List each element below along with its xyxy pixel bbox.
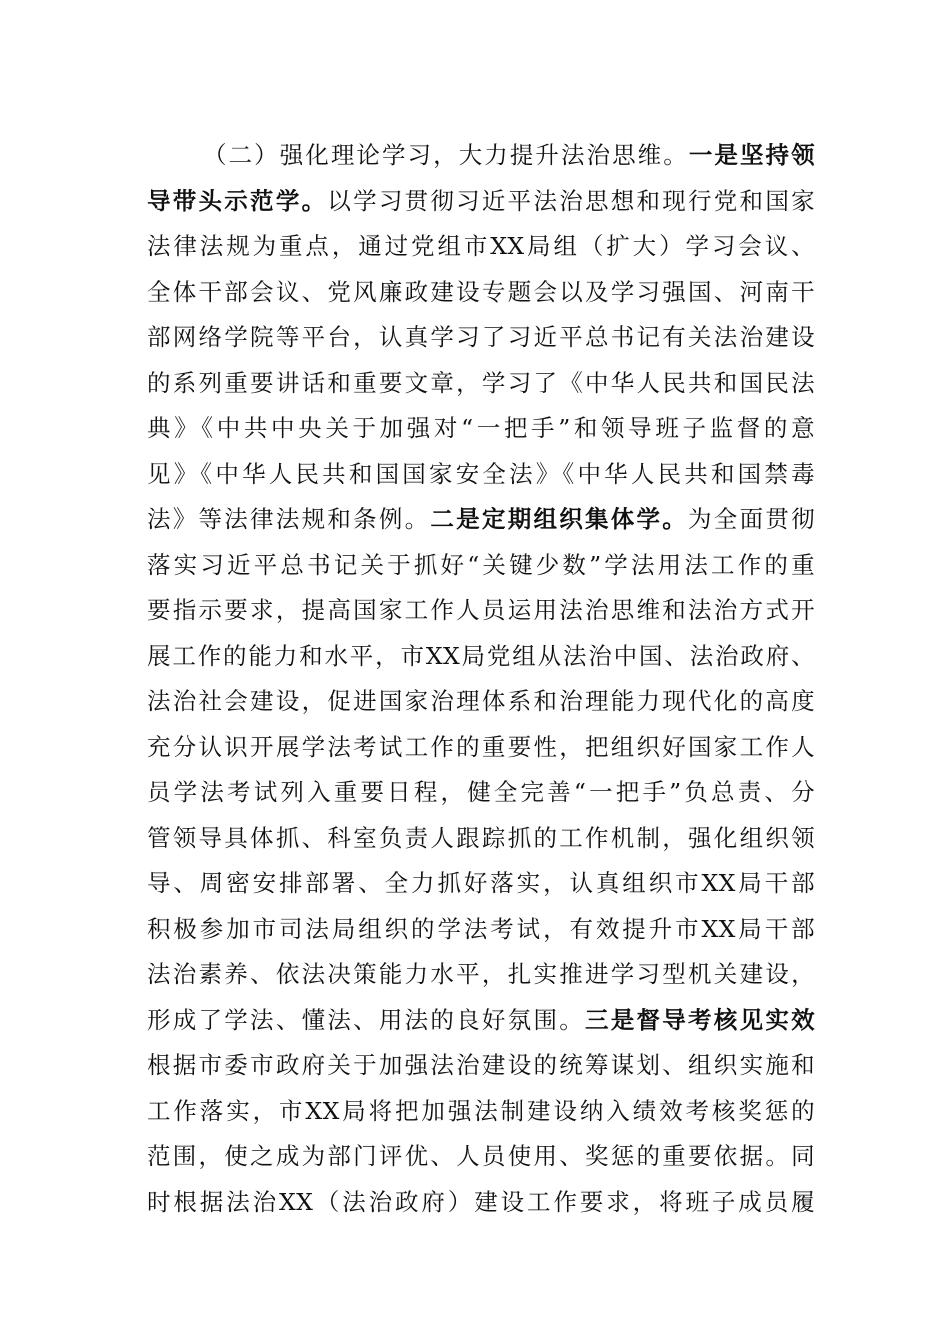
text-line: 充分认识开展学法考试工作的重要性，把组织好国家工作人 [147, 732, 815, 761]
text-line: 法治社会建设，促进国家治理体系和治理能力现代化的高度 [147, 687, 815, 715]
text-line: 法治素养、依法决策能力水平，扎实推进学习型机关建设， [147, 960, 815, 988]
text-line: 形成了学法、懂法、用法的良好氛围。三是督导考核见实效 [147, 1005, 815, 1034]
text-line: 管领导具体抓、科室负责人跟踪抓的工作机制，强化组织领 [147, 823, 815, 852]
text-line: （二）强化理论学习，大力提升法治思维。一是坚持领 [203, 141, 816, 169]
text-line: 法》等法律法规和条例。二是定期组织集体学。为全面贯彻 [147, 505, 816, 533]
text-line: 积极参加市司法局组织的学法考试，有效提升市XX局干部 [147, 914, 815, 943]
text-line: 的系列重要讲话和重要文章，学习了《中华人民共和国民法 [147, 368, 815, 397]
text-line: 部网络学院等平台，认真学习了习近平总书记有关法治建设 [147, 323, 815, 351]
text-line: 员学法考试列入重要日程，健全完善“一把手”负总责、分 [147, 778, 815, 806]
text-line: 全体干部会议、党风廉政建设专题会以及学习强国、河南干 [147, 277, 815, 306]
text-line: 典》《中共中央关于加强对“一把手”和领导班子监督的意 [147, 414, 815, 442]
text-line: 见》《中华人民共和国国家安全法》《中华人民共和国禁毒 [147, 459, 815, 488]
document-body [147, 133, 815, 1225]
text-line: 导、周密安排部署、全力抓好落实，认真组织市XX局干部 [147, 869, 815, 897]
text-line: 时根据法治XX（法治政府）建设工作要求，将班子成员履 [147, 1187, 815, 1216]
text-line: 范围，使之成为部门评优、人员使用、奖惩的重要依据。同 [147, 1142, 815, 1170]
text-line: 工作落实，市XX局将把加强法制建设纳入绩效考核奖惩的 [147, 1096, 815, 1125]
text-line: 落实习近平总书记关于抓好“关键少数”学法用法工作的重 [147, 550, 815, 579]
text-line: 法律法规为重点，通过党组市XX局组（扩大）学习会议、 [147, 232, 815, 260]
text-line: 根据市委市政府关于加强法治建设的统筹谋划、组织实施和 [147, 1051, 815, 1079]
text-line: 要指示要求，提高国家工作人员运用法治思维和法治方式开 [147, 596, 815, 624]
text-line: 展工作的能力和水平，市XX局党组从法治中国、法治政府、 [147, 641, 815, 670]
text-line: 导带头示范学。以学习贯彻习近平法治思想和现行党和国家 [147, 186, 815, 215]
